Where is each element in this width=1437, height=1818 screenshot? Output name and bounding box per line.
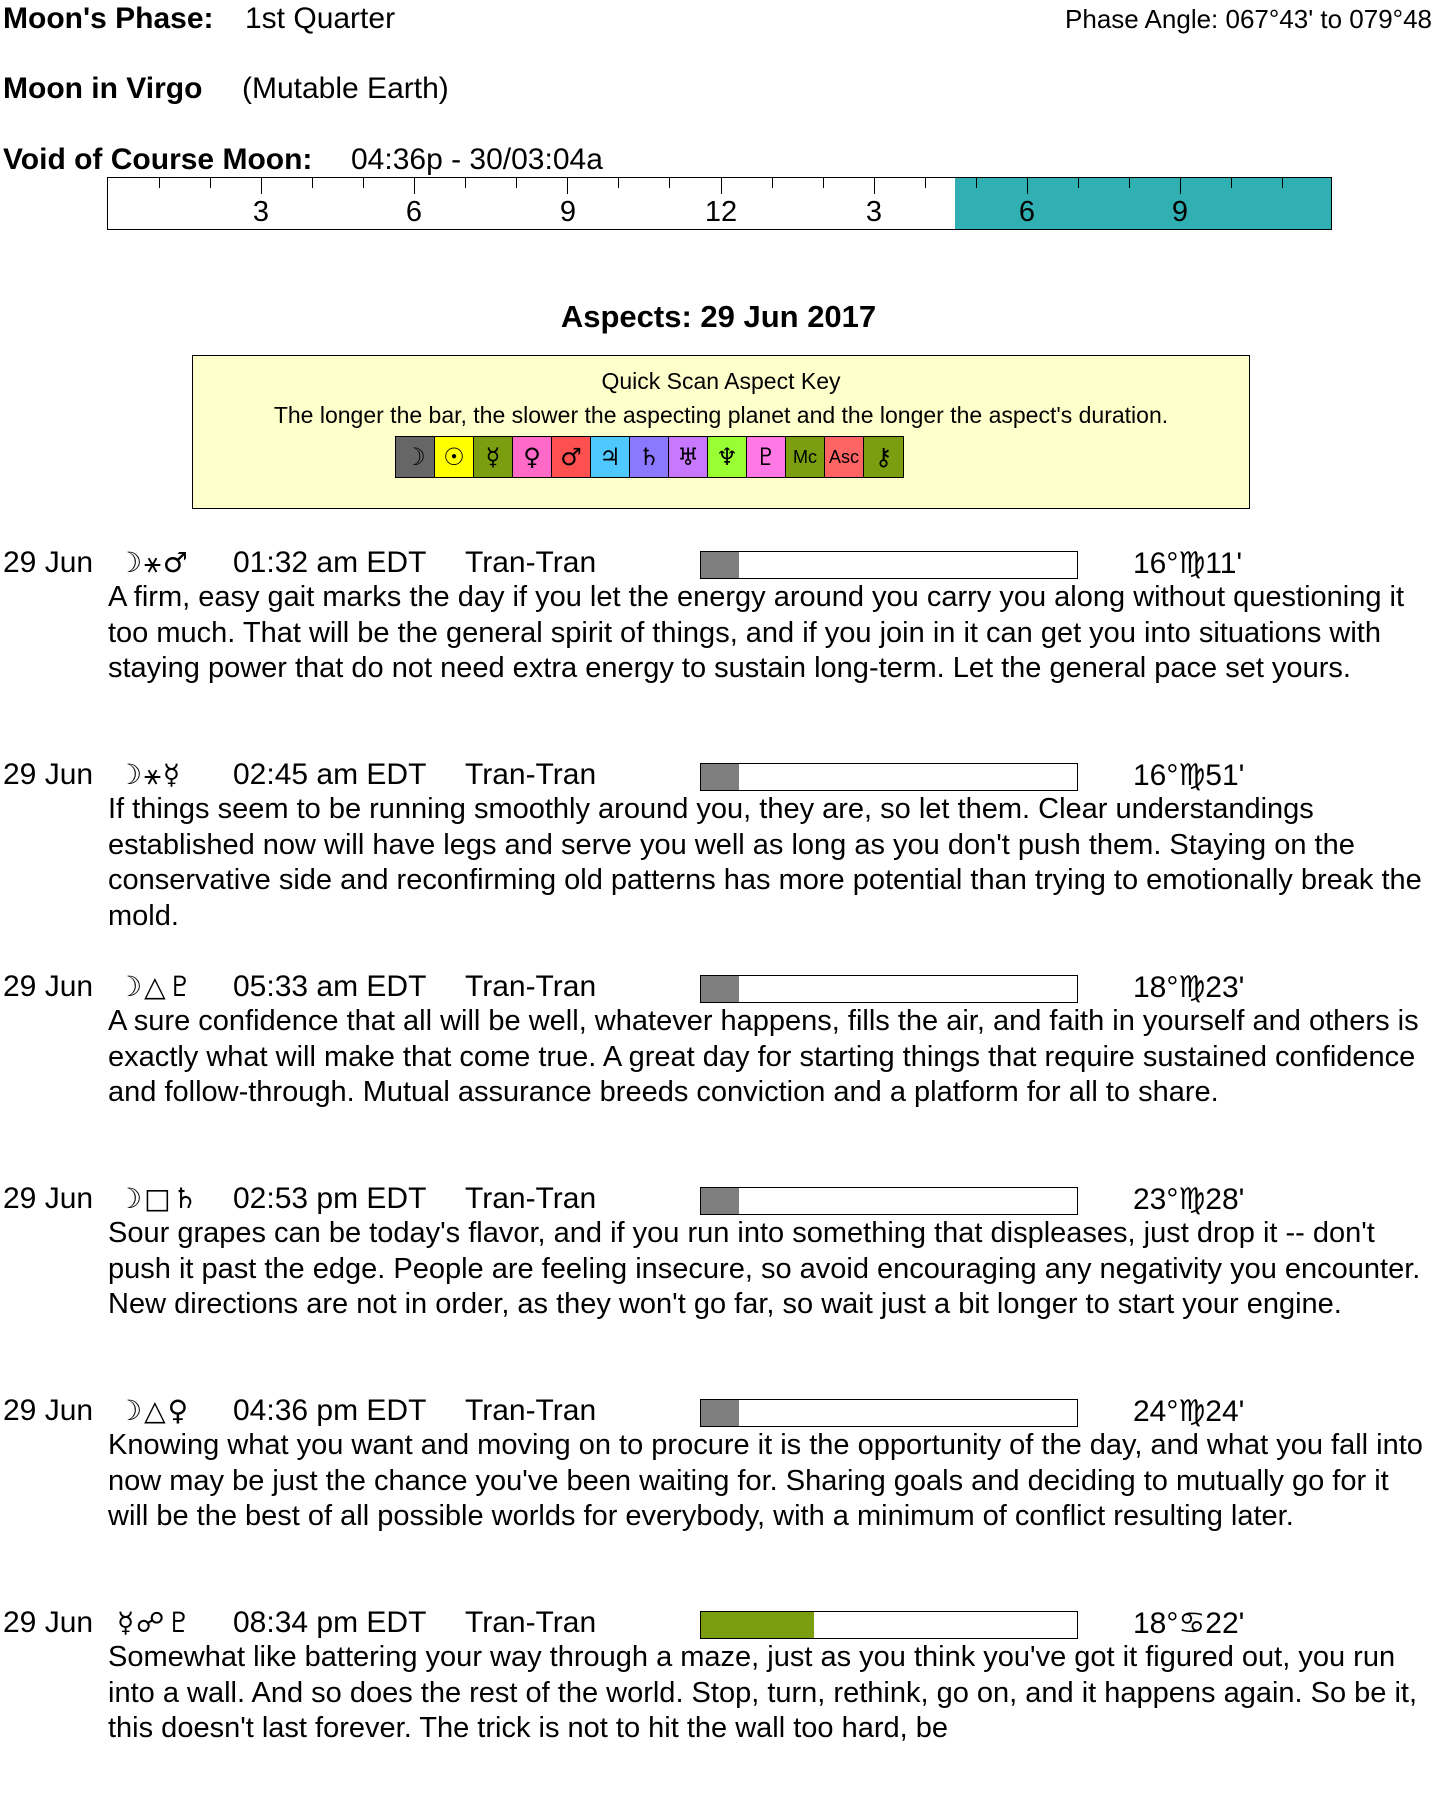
aspect-interpretation: A sure confidence that all will be well, whatever happens, fills the air, and faith in yourself and others is exactly what will make that come true. A great day for starting things that require sustained confidence and follow-through. Mutual assurance breeds conviction and a platform for all to share. (108, 1005, 1419, 1108)
timeline-tick (925, 178, 926, 188)
jupiter-key-swatch: ♃ (591, 437, 630, 477)
phase-angle: Phase Angle: 067°43' to 079°48 (1065, 4, 1432, 34)
aspect-key-box (192, 355, 1250, 509)
timeline-tick (261, 178, 262, 194)
midheaven-key-swatch: Mc (786, 437, 825, 477)
aspect-position: 24°♍24' (1133, 1395, 1245, 1428)
timeline-tick (414, 178, 415, 194)
aspect-duration-bar (700, 1611, 1078, 1639)
sun-key-swatch: ☉ (435, 437, 474, 477)
timeline-tick (1282, 178, 1283, 188)
timeline-tick (669, 178, 670, 188)
aspect-position: 16°♍11' (1133, 547, 1243, 580)
aspect-glyphs: ☽⚹♂ (117, 546, 191, 579)
timeline-tick (1180, 178, 1181, 194)
timeline-tick (363, 178, 364, 188)
aspect-position: 18°♋22' (1133, 1607, 1245, 1640)
aspect-time: 01:32 am EDT (233, 546, 427, 579)
aspect-time: 05:33 am EDT (233, 970, 427, 1003)
tick-label-9am: 9 (559, 196, 577, 228)
aspect-interpretation: Knowing what you want and moving on to procure it is the opportunity of the day, and what you fall into now may be just the chance you've been waiting for. Sharing goals and deciding to mutually go for it will be the best of all possible worlds for everybody, with a minimum of conflict resulting later. (108, 1429, 1423, 1532)
aspect-glyphs: ☿☍♇ (117, 1606, 194, 1639)
timeline-tick (721, 178, 722, 194)
tick-label-6pm: 6 (1018, 196, 1036, 228)
ascendant-key-swatch: Asc (825, 437, 864, 477)
aspect-entry (0, 1606, 1437, 1818)
uranus-key-swatch: ♅ (669, 437, 708, 477)
voc-period-fill (955, 178, 1332, 229)
mercury-key-swatch: ☿ (474, 437, 513, 477)
aspect-key-description: The longer the bar, the slower the aspecting planet and the longer the aspect's duration. (273, 402, 1169, 428)
aspect-entry (0, 1182, 1437, 1394)
aspect-kind: Tran-Tran (465, 1394, 597, 1427)
aspect-glyphs: ☽△♇ (117, 970, 195, 1003)
aspect-interpretation: A firm, easy gait marks the day if you let the energy around you carry you along without questioning it too much. That will be the general spirit of things, and if you join in it can get you into situations with staying power that do not need extra energy to sustain long-term. Let the general pace set yours. (108, 581, 1405, 684)
timeline-tick (618, 178, 619, 188)
aspect-entry (0, 758, 1437, 970)
aspect-interpretation: Sour grapes can be today's flavor, and if you run into something that displeases, just drop it -- don't push it past the edge. People are feeling insecure, so avoid encouraging any negativity you encounter. New directions are not in order, as they won't go far, so wait just a bit longer to start your engine. (108, 1217, 1421, 1320)
aspect-date: 29 Jun (3, 546, 94, 579)
moon-sign-label: Moon in Virgo (3, 72, 203, 105)
timeline-tick (772, 178, 773, 188)
timeline-tick (516, 178, 517, 188)
timeline-tick (874, 178, 875, 194)
aspect-kind: Tran-Tran (465, 1182, 597, 1215)
aspect-interpretation: Somewhat like battering your way through a maze, just as you think you've got it figured out, you run into a wall. And so does the rest of the world. Stop, turn, rethink, go on, and it happens again. So be it, this doesn't last forever. The trick is not to hit the wall too hard, be (108, 1641, 1418, 1744)
aspect-duration-fill (701, 1400, 739, 1426)
aspect-position: 18°♍23' (1133, 971, 1245, 1004)
timeline-tick (567, 178, 568, 194)
timeline-tick (823, 178, 824, 188)
aspect-duration-bar (700, 1187, 1078, 1215)
aspect-entry (0, 546, 1437, 758)
tick-label-3pm: 3 (865, 196, 883, 228)
void-of-course-timeline (107, 177, 1332, 230)
timeline-tick (159, 178, 160, 188)
aspect-duration-bar (700, 1399, 1078, 1427)
timeline-tick (1027, 178, 1028, 194)
aspect-entry (0, 970, 1437, 1182)
moon-phase-value: 1st Quarter (245, 2, 396, 35)
planet-color-key (395, 436, 904, 478)
timeline-tick (976, 178, 977, 188)
aspect-kind: Tran-Tran (465, 546, 597, 579)
aspect-date: 29 Jun (3, 1394, 94, 1427)
timeline-tick (312, 178, 313, 188)
moon-phase-label: Moon's Phase: (3, 2, 214, 35)
timeline-tick (210, 178, 211, 188)
timeline-tick (1231, 178, 1232, 188)
aspect-date: 29 Jun (3, 970, 94, 1003)
tick-label-3am: 3 (252, 196, 270, 228)
tick-label-12pm: 12 (704, 196, 738, 228)
aspect-duration-fill (701, 1612, 814, 1638)
timeline-tick (465, 178, 466, 188)
aspect-duration-bar (700, 975, 1078, 1003)
aspect-position: 23°♍28' (1133, 1183, 1245, 1216)
voc-value: 04:36p - 30/03:04a (351, 143, 603, 176)
aspect-interpretation: If things seem to be running smoothly around you, they are, so let them. Clear understandings established now will have legs and serve you well as long as you don't push them. Staying on the conservative side and reconfirming old patterns has more potential than trying to emotionally break the mold. (108, 793, 1422, 932)
aspect-duration-bar (700, 551, 1078, 579)
aspects-title: Aspects: 29 Jun 2017 (560, 299, 877, 334)
aspect-date: 29 Jun (3, 1606, 94, 1639)
aspect-kind: Tran-Tran (465, 758, 597, 791)
aspect-time: 02:45 am EDT (233, 758, 427, 791)
moon-key-swatch: ☽ (396, 437, 435, 477)
venus-key-swatch: ♀ (513, 437, 552, 477)
aspect-glyphs: ☽△♀ (117, 1394, 191, 1427)
saturn-key-swatch: ♄ (630, 437, 669, 477)
aspect-duration-fill (701, 764, 739, 790)
timeline-tick (1078, 178, 1079, 188)
aspect-date: 29 Jun (3, 1182, 94, 1215)
tick-label-9pm: 9 (1171, 196, 1189, 228)
aspect-time: 02:53 pm EDT (233, 1182, 427, 1215)
aspect-entry (0, 1394, 1437, 1606)
aspect-glyphs: ☽⚹☿ (117, 758, 183, 791)
aspect-time: 08:34 pm EDT (233, 1606, 427, 1639)
aspect-date: 29 Jun (3, 758, 94, 791)
neptune-key-swatch: ♆ (708, 437, 747, 477)
aspect-time: 04:36 pm EDT (233, 1394, 427, 1427)
aspect-duration-bar (700, 763, 1078, 791)
aspect-position: 16°♍51' (1133, 759, 1245, 792)
chiron-key-swatch: ⚷ (864, 437, 903, 477)
aspect-kind: Tran-Tran (465, 970, 597, 1003)
aspect-kind: Tran-Tran (465, 1606, 597, 1639)
tick-label-6am: 6 (405, 196, 423, 228)
aspect-glyphs: ☽□♄ (117, 1182, 200, 1215)
mars-key-swatch: ♂ (552, 437, 591, 477)
moon-sign-value: (Mutable Earth) (242, 72, 449, 105)
aspect-duration-fill (701, 552, 739, 578)
pluto-key-swatch: ♇ (747, 437, 786, 477)
timeline-tick (1129, 178, 1130, 188)
aspect-duration-fill (701, 976, 739, 1002)
aspect-duration-fill (701, 1188, 739, 1214)
aspect-key-heading: Quick Scan Aspect Key (601, 368, 841, 394)
voc-label: Void of Course Moon: (3, 143, 313, 176)
